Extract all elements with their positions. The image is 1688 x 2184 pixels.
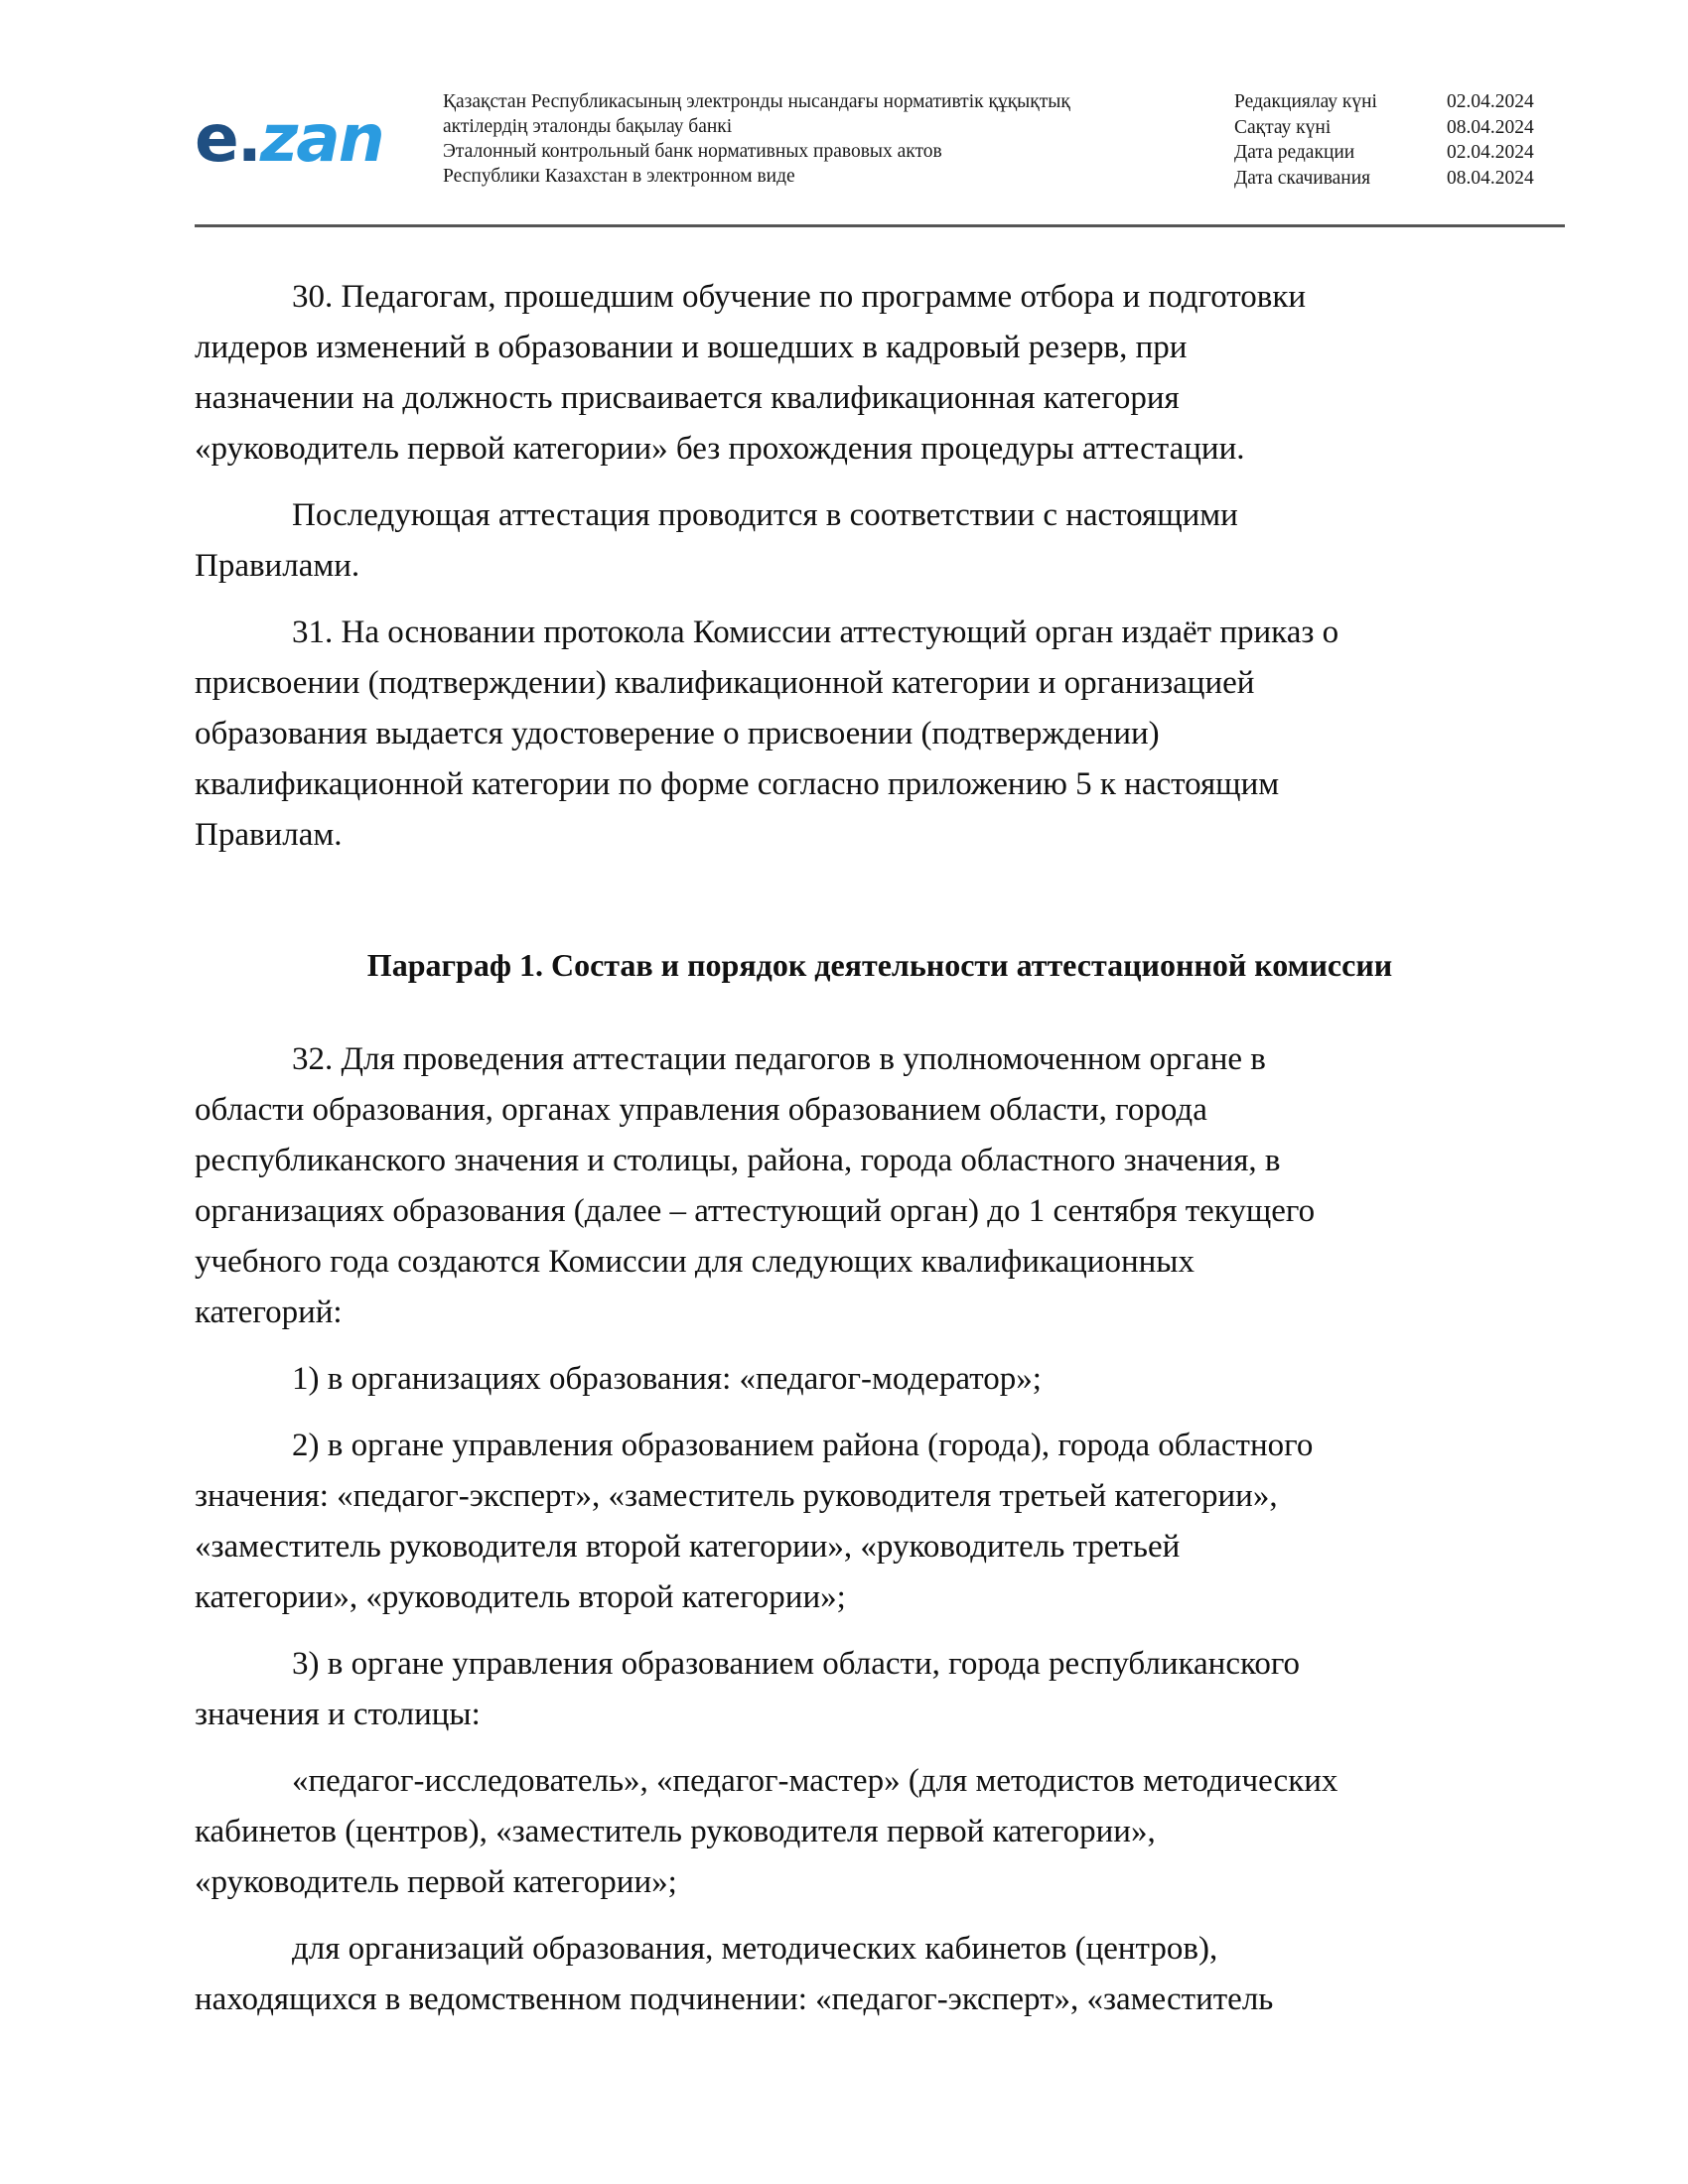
paragraph-line: 3) в органе управления образованием области, города республиканского [292, 1646, 1301, 1682]
paragraph-line: 30. Педагогам, прошедшим обучение по программе отбора и подготовки [292, 279, 1307, 315]
paragraph-line: 31. На основании протокола Комиссии аттестующий орган издаёт приказ о [292, 614, 1339, 650]
paragraph-line: категории», «руководитель второй категории»; [195, 1579, 846, 1615]
paragraph-line: 32. Для проведения аттестации педагогов в уполномоченном органе в [292, 1041, 1266, 1077]
meta-row-download-date-ru [1234, 166, 1556, 192]
paragraph-line: назначении на должность присваивается квалификационная категория [195, 380, 1180, 416]
paragraph-line: Последующая аттестация проводится в соответствии с настоящими [292, 497, 1238, 533]
meta-label: Дата скачивания [1234, 167, 1371, 189]
paragraph [195, 1034, 1565, 1338]
paragraph-line: значения: «педагог-эксперт», «заместитель руководителя третьей категории», [195, 1478, 1278, 1514]
meta-value: 02.04.2024 [1447, 91, 1534, 112]
paragraph-line: категорий: [195, 1295, 343, 1330]
paragraph-line: республиканского значения и столицы, района, города областного значения, в [195, 1143, 1281, 1178]
meta-row-edit-date-ru [1234, 140, 1556, 166]
paragraph [195, 272, 1565, 475]
header-divider [195, 224, 1565, 227]
paragraph-line: области образования, органах управления образованием области, города [195, 1092, 1207, 1128]
meta-label: Редакциялау күні [1234, 91, 1377, 112]
meta-value: 08.04.2024 [1447, 116, 1534, 138]
paragraph-line: образования выдается удостоверение о присвоении (подтверждении) [195, 716, 1160, 751]
meta-value: 08.04.2024 [1447, 167, 1534, 189]
paragraph-line: Правилами. [195, 548, 360, 584]
paragraph-line: Правилам. [195, 817, 343, 853]
paragraph-line: «педагог-исследователь», «педагог-мастер» (для методистов методических [292, 1763, 1338, 1799]
meta-value: 02.04.2024 [1447, 142, 1534, 163]
document-header [195, 85, 1565, 226]
paragraph-line: присвоении (подтверждении) квалификационной категории и организацией [195, 665, 1255, 701]
paragraph [195, 608, 1565, 861]
paragraph-line: для организаций образования, методических кабинетов (центров), [292, 1931, 1218, 1967]
ezan-logo[interactable]: e.zan [195, 100, 383, 177]
paragraph [195, 490, 1565, 592]
paragraph-line: квалификационной категории по форме согласно приложению 5 к настоящим [195, 766, 1280, 802]
paragraph-line: «руководитель первой категории»; [195, 1864, 677, 1900]
paragraph-line: 1) в организациях образования: «педагог-модератор»; [292, 1361, 1042, 1397]
header-description-line: Республики Казахстан в электронном виде [443, 166, 795, 187]
paragraph-line: «заместитель руководителя второй категории», «руководитель третьей [195, 1529, 1181, 1565]
document-body [195, 272, 1565, 2041]
header-description-line: Қазақстан Республикасының электронды нысандағы нормативтік құқықтық [443, 91, 1070, 112]
header-description [443, 89, 1197, 189]
section-heading: Параграф 1. Состав и порядок деятельности аттестационной комиссии [366, 947, 1393, 983]
meta-label: Дата редакции [1234, 142, 1355, 163]
paragraph [195, 1421, 1565, 1623]
paragraph-line: «руководитель первой категории» без прохождения процедуры аттестации. [195, 431, 1245, 467]
paragraph-group-after [195, 1034, 1565, 2025]
paragraph [195, 1354, 1565, 1405]
paragraph [195, 1639, 1565, 1740]
header-description-line: Эталонный контрольный банк нормативных правовых актов [443, 141, 942, 162]
paragraph-line: значения и столицы: [195, 1697, 481, 1732]
paragraph-line: находящихся в ведомственном подчинении: «педагог-эксперт», «заместитель [195, 1981, 1274, 2017]
header-dates [1234, 89, 1556, 191]
paragraph [195, 1924, 1565, 2025]
meta-row-edit-date-kz [1234, 89, 1556, 115]
paragraph [195, 1756, 1565, 1908]
meta-label: Сақтау күні [1234, 116, 1332, 138]
header-description-line: актілердің эталонды бақылау банкі [443, 116, 733, 137]
paragraph-line: учебного года создаются Комиссии для следующих квалификационных [195, 1244, 1195, 1280]
paragraph-line: 2) в органе управления образованием района (города), города областного [292, 1428, 1314, 1463]
meta-row-save-date-kz [1234, 115, 1556, 141]
paragraph-line: кабинетов (центров), «заместитель руководителя первой категории», [195, 1814, 1156, 1849]
paragraph-line: лидеров изменений в образовании и вошедших в кадровый резерв, при [195, 330, 1188, 365]
paragraph-line: организациях образования (далее – аттестующий орган) до 1 сентября текущего [195, 1193, 1316, 1229]
paragraph-group-before [195, 272, 1565, 861]
